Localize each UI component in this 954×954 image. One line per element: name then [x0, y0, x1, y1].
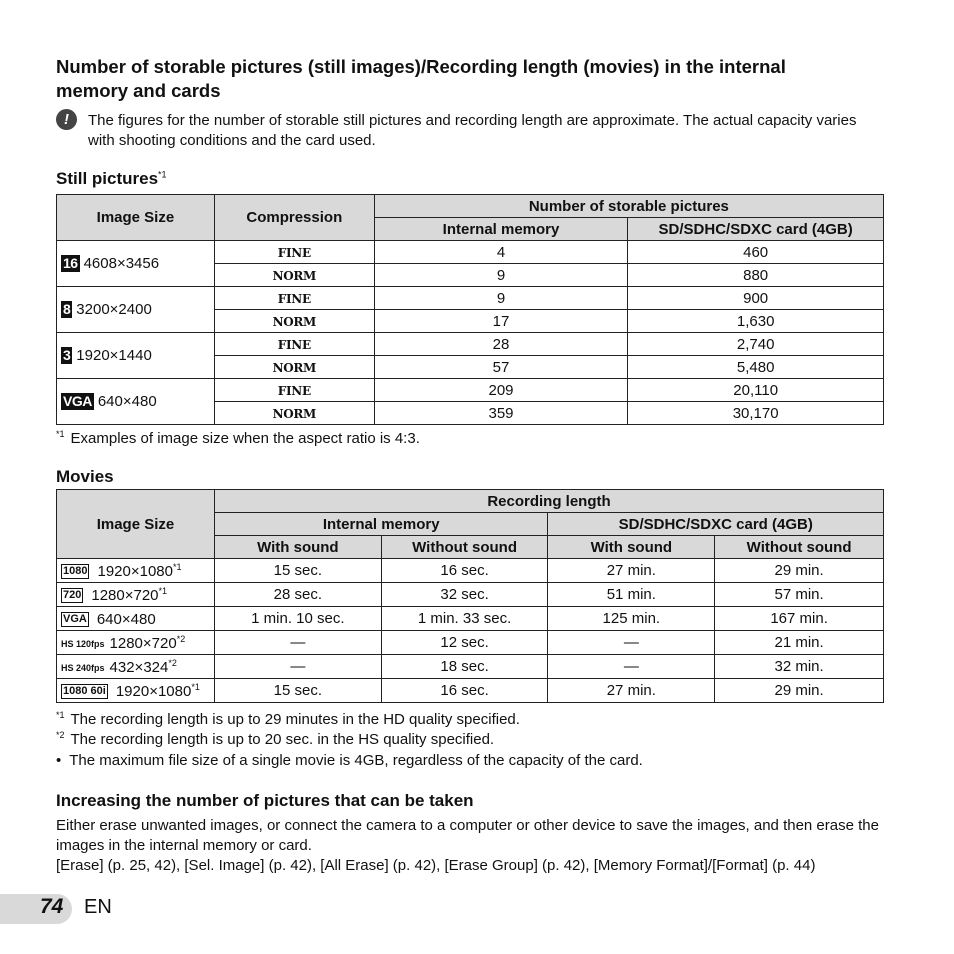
recording-length-value: 27 min. — [548, 679, 715, 703]
still-pictures-heading: Still pictures$^{*1}$ — [56, 169, 167, 188]
recording-length-value: 1 min. 10 sec. — [214, 607, 381, 631]
card-value: 30,170 — [628, 402, 884, 425]
movie-size-icon: 720 — [63, 589, 82, 602]
recording-length-value: 28 sec. — [214, 583, 381, 607]
movie-size-icon: VGA — [63, 613, 87, 626]
internal-value: 57 — [374, 356, 628, 379]
card-value: 1,630 — [628, 310, 884, 333]
internal-value: 17 — [374, 310, 628, 333]
increase-refs: [Erase] (p. 25, 42), [Sel. Image] (p. 42), [All Erase] (p. 42), [Erase Group] (p. 42), [Memory Format]/[Format] (p. 44) — [56, 857, 816, 874]
still-pictures-table — [56, 194, 884, 425]
movies-header-card: SD/SDHC/SDXC card (4GB) — [548, 513, 884, 536]
bullet: • — [56, 752, 62, 769]
footnote-ref: *1 — [172, 561, 182, 572]
card-value: 20,110 — [628, 379, 884, 402]
image-size-icon: 3 — [63, 347, 71, 364]
internal-value: 9 — [374, 264, 628, 287]
image-size-cell — [57, 287, 215, 333]
movie-size-value: 1280×720 — [91, 586, 159, 604]
table-row — [57, 631, 884, 655]
page-title: Number of storable pictures (still images)/Recording length (movies) in the internal memory and cards — [56, 56, 786, 101]
movie-size-cell — [57, 655, 215, 679]
increase-heading: Increasing the number of pictures that can be taken — [56, 791, 474, 810]
recording-length-value: 18 sec. — [381, 655, 548, 679]
movie-size-cell — [57, 679, 215, 703]
card-value: 900 — [628, 287, 884, 310]
caution-icon: ! — [56, 109, 77, 130]
movies-heading: Movies — [56, 467, 114, 486]
footnote-text: The maximum file size of a single movie is 4GB, regardless of the capacity of the card. — [69, 752, 643, 769]
internal-value: 4 — [374, 241, 628, 264]
image-size-cell — [57, 379, 215, 425]
header-image-size: Image Size — [57, 195, 215, 241]
table-row — [57, 287, 884, 310]
compression-norm — [214, 264, 374, 287]
movie-size-icon: 1080 60i — [63, 685, 106, 698]
recording-length-value: 32 min. — [715, 655, 884, 679]
movie-size-value: 1920×1080 — [97, 562, 173, 580]
footnote-mark: *1 — [56, 710, 65, 720]
movie-size-cell — [57, 583, 215, 607]
movie-footnote — [56, 710, 520, 728]
recording-length-value: — — [548, 655, 715, 679]
image-size-value: 640×480 — [97, 392, 157, 410]
compression-fine — [214, 379, 374, 402]
page-number: 74 — [40, 895, 64, 918]
recording-length-value: — — [548, 631, 715, 655]
image-size-value: 1920×1440 — [76, 346, 152, 364]
recording-length-value: 16 sec. — [381, 679, 548, 703]
movies-header-internal: Internal memory — [214, 513, 547, 536]
footnote-ref: *2 — [168, 657, 177, 668]
fine-icon: FINE — [277, 383, 311, 398]
recording-length-value: 125 min. — [548, 607, 715, 631]
movie-size-icon: HS 240fps — [61, 662, 105, 673]
recording-length-value: 1 min. 33 sec. — [381, 607, 548, 631]
movies-table — [56, 489, 884, 703]
table-row — [57, 559, 884, 583]
movies-header-image-size: Image Size — [57, 490, 215, 559]
movie-size-cell — [57, 559, 215, 583]
image-size-icon: VGA — [63, 393, 92, 410]
internal-value: 9 — [374, 287, 628, 310]
recording-length-value: 12 sec. — [381, 631, 548, 655]
recording-length-value: — — [214, 655, 381, 679]
recording-length-value: 51 min. — [548, 583, 715, 607]
recording-length-value: 167 min. — [715, 607, 884, 631]
compression-norm — [214, 310, 374, 333]
recording-length-value: 32 sec. — [381, 583, 548, 607]
image-size-value: 4608×3456 — [83, 254, 160, 272]
footnote-mark: *2 — [56, 730, 65, 740]
movie-footnote — [56, 730, 494, 748]
compression-norm — [214, 356, 374, 379]
table-row — [57, 655, 884, 679]
image-size-icon: 8 — [63, 301, 71, 318]
internal-value: 359 — [374, 402, 628, 425]
recording-length-value: 15 sec. — [214, 559, 381, 583]
normal-icon: NORM — [272, 360, 317, 375]
movie-size-cell — [57, 631, 215, 655]
card-value: 460 — [628, 241, 884, 264]
footnote-ref: *2 — [176, 633, 186, 644]
image-size-cell — [57, 333, 215, 379]
table-row — [57, 333, 884, 356]
card-value: 880 — [628, 264, 884, 287]
header-storable: Number of storable pictures — [374, 195, 883, 218]
table-row — [57, 679, 884, 703]
image-size-cell — [57, 241, 215, 287]
movies-header-without-1: Without sound — [381, 536, 548, 559]
movie-size-icon: 1080 — [63, 565, 88, 578]
image-size-icon: 16 — [63, 255, 78, 272]
normal-icon: NORM — [272, 268, 317, 283]
movie-size-value: 1920×1080 — [115, 682, 192, 700]
fine-icon: FINE — [277, 291, 311, 306]
recording-length-value: 27 min. — [548, 559, 715, 583]
recording-length-value: 29 min. — [715, 559, 884, 583]
recording-length-value: 16 sec. — [381, 559, 548, 583]
table-row — [57, 583, 884, 607]
footnote-text: The recording length is up to 29 minutes in the HD quality specified. — [70, 711, 520, 728]
header-compression: Compression — [214, 195, 374, 241]
recording-length-value: 29 min. — [715, 679, 884, 703]
compression-norm — [214, 402, 374, 425]
footnote-ref: *1 — [191, 681, 200, 692]
card-value: 5,480 — [628, 356, 884, 379]
compression-fine — [214, 241, 374, 264]
compression-fine — [214, 333, 374, 356]
fine-icon: FINE — [277, 245, 311, 260]
footnote-text: The recording length is up to 20 sec. in the HS quality specified. — [70, 731, 495, 748]
table-row — [57, 241, 884, 264]
footnote-ref: *1 — [158, 585, 168, 596]
recording-length-value: 57 min. — [715, 583, 884, 607]
internal-value: 28 — [374, 333, 628, 356]
movies-header-with-2: With sound — [548, 536, 715, 559]
movie-size-icon: HS 120fps — [61, 638, 105, 649]
normal-icon: NORM — [272, 406, 317, 421]
increase-body: Either erase unwanted images, or connect the camera to a computer or other device to save the images, and then erase the images in the internal memory or card. — [56, 817, 879, 854]
page-language: EN — [84, 896, 112, 918]
movie-size-cell — [57, 607, 215, 631]
caution-text: The figures for the number of storable still pictures and recording length are approximate. The actual capacity varies with shooting conditions and the card used. — [88, 112, 857, 149]
movie-size-value: 640×480 — [96, 610, 156, 628]
movies-header-recording: Recording length — [214, 490, 883, 513]
internal-value: 209 — [374, 379, 628, 402]
image-size-value: 3200×2400 — [76, 300, 152, 318]
recording-length-value: 21 min. — [715, 631, 884, 655]
recording-length-value: — — [214, 631, 381, 655]
compression-fine — [214, 287, 374, 310]
card-value: 2,740 — [628, 333, 884, 356]
movie-size-value: 1280×720 — [109, 634, 177, 652]
fine-icon: FINE — [277, 337, 311, 352]
movie-footnote — [56, 752, 643, 769]
movies-header-without-2: Without sound — [715, 536, 884, 559]
normal-icon: NORM — [272, 314, 317, 329]
header-card: SD/SDHC/SDXC card (4GB) — [628, 218, 884, 241]
table-row — [57, 379, 884, 402]
still-footnote: $^{*1}$ Examples of image size when the aspect ratio is 4:3. — [56, 429, 420, 447]
movies-header-with-1: With sound — [214, 536, 381, 559]
table-row — [57, 607, 884, 631]
header-internal: Internal memory — [374, 218, 628, 241]
recording-length-value: 15 sec. — [214, 679, 381, 703]
movie-size-value: 432×324 — [109, 658, 169, 676]
